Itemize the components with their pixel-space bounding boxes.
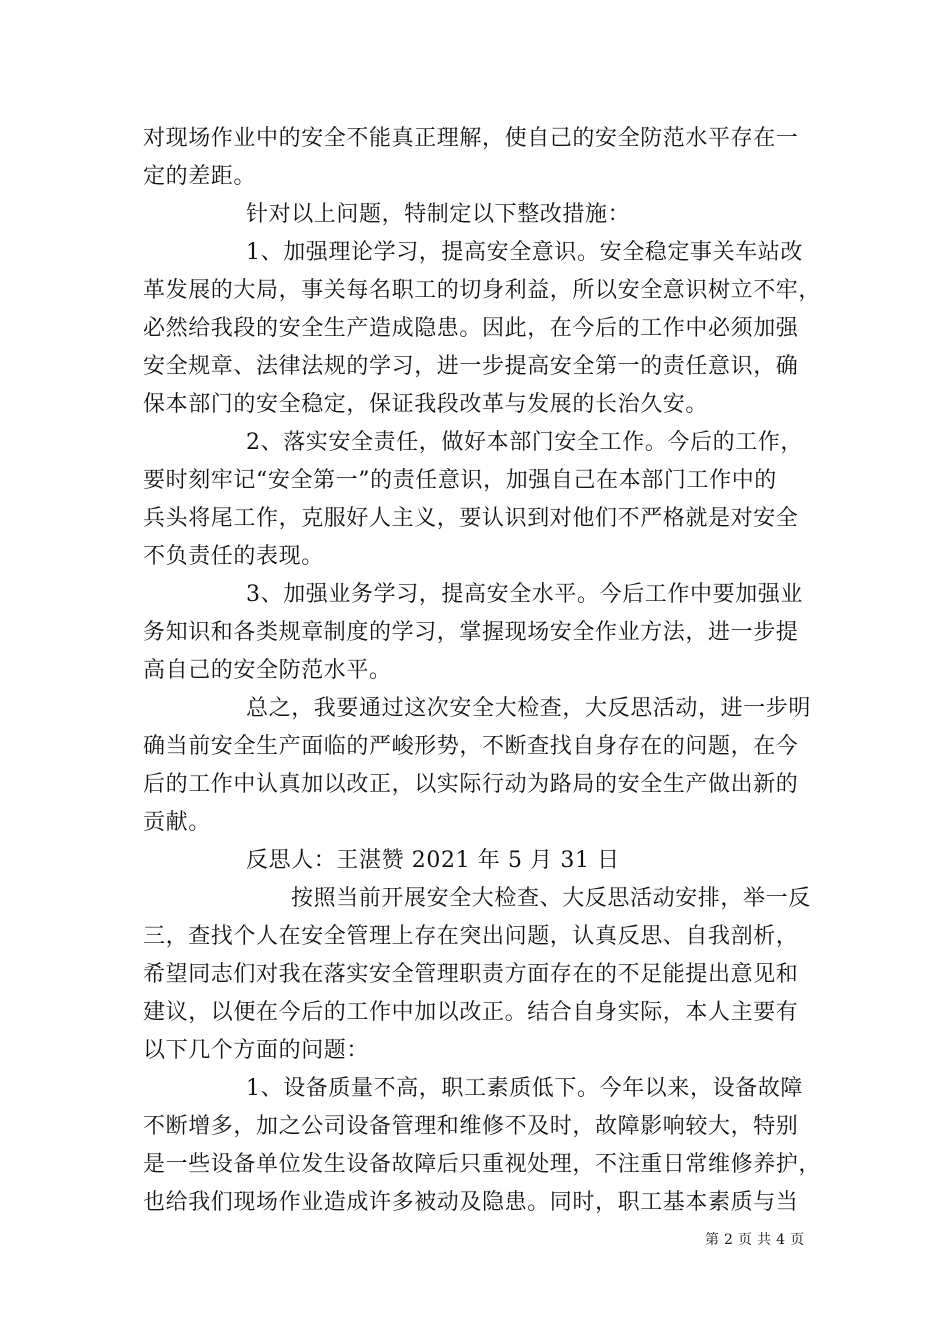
text-line: 也给我们现场作业造成许多被动及隐患。同时，职工基本素质与当 [143, 1190, 799, 1215]
text-line: 务知识和各类规章制度的学习，掌握现场安全作业方法，进一步提 [143, 620, 799, 645]
text-line: 1、加强理论学习，提高安全意识。安全稳定事关车站改 [246, 240, 803, 265]
text-line: 后的工作中认真加以改正，以实际行动为路局的安全生产做出新的 [143, 772, 799, 797]
text-line: 以下几个方面的问题： [143, 1038, 370, 1063]
text-line: 定的差距。 [143, 164, 257, 189]
text-line: 1、设备质量不高，职工素质低下。今年以来，设备故障 [246, 1076, 803, 1101]
text-line: 2、落实安全责任，做好本部门安全工作。今后的工作， [246, 430, 803, 455]
text-line: 保本部门的安全稳定，保证我段改革与发展的长治久安。 [143, 392, 709, 417]
text-line: 对现场作业中的安全不能真正理解，使自己的安全防范水平存在一 [143, 126, 799, 151]
text-line: 革发展的大局，事关每名职工的切身利益，所以安全意识树立不牢， [143, 278, 822, 303]
signature-line: 反思人：王湛赞 2021 年 5 月 31 日 [246, 848, 620, 873]
page-number: 第 2 页 共 4 页 [705, 1232, 805, 1248]
text-line: 兵头将尾工作，克服好人主义，要认识到对他们不严格就是对安全 [143, 506, 799, 531]
text-line: 是一些设备单位发生设备故障后只重视处理，不注重日常维修养护， [143, 1152, 822, 1177]
text-line: 确当前安全生产面临的严峻形势，不断查找自身存在的问题，在今 [143, 734, 799, 759]
text-line: 不负责任的表现。 [143, 544, 324, 569]
text-line: 按照当前开展安全大检查、大反思活动安排，举一反 [291, 886, 811, 911]
text-line: 高自己的安全防范水平。 [143, 658, 392, 683]
text-line: 三，查找个人在安全管理上存在突出问题，认真反思、自我剖析， [143, 924, 799, 949]
text-line: 针对以上问题，特制定以下整改措施： [246, 202, 631, 227]
text-line: 不断增多，加之公司设备管理和维修不及时，故障影响较大，特别 [143, 1114, 799, 1139]
text-line: 必然给我段的安全生产造成隐患。因此，在今后的工作中必须加强 [143, 316, 799, 341]
text-line: 建议，以便在今后的工作中加以改正。结合自身实际，本人主要有 [143, 1000, 799, 1025]
text-line: 安全规章、法律法规的学习，进一步提高安全第一的责任意识，确 [143, 354, 799, 379]
text-line: 希望同志们对我在落实安全管理职责方面存在的不足能提出意见和 [143, 962, 799, 987]
text-line: 要时刻牢记“安全第一”的责任意识，加强自己在本部门工作中的 [143, 468, 777, 493]
text-line: 贡献。 [143, 810, 211, 835]
text-line: 3、加强业务学习，提高安全水平。今后工作中要加强业 [246, 582, 803, 607]
text-line: 总之，我要通过这次安全大检查，大反思活动，进一步明 [246, 696, 812, 721]
